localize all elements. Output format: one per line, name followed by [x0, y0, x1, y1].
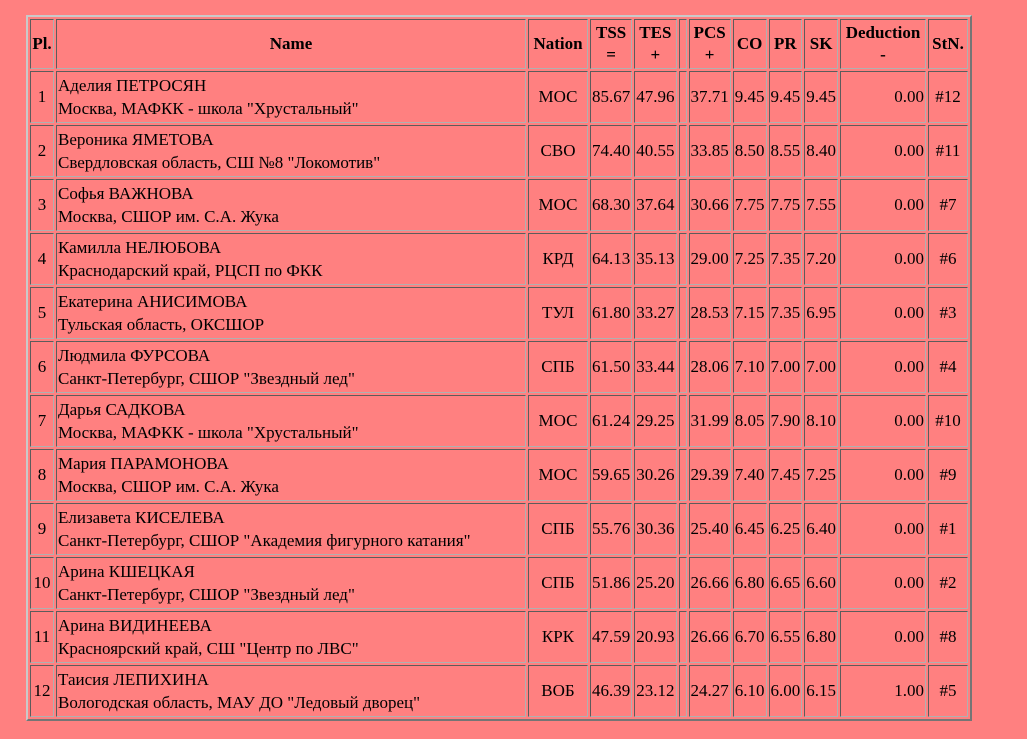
cell-pr: 7.35 [769, 287, 803, 339]
cell-sk: 6.40 [804, 503, 838, 555]
cell-pr: 6.65 [769, 557, 803, 609]
table-row [30, 125, 968, 177]
header-nation: Nation [528, 19, 588, 69]
cell-nation: СПБ [528, 341, 588, 393]
cell-co: 6.70 [733, 611, 767, 663]
cell-sk: 8.10 [804, 395, 838, 447]
header-start-number: StN. [928, 19, 968, 69]
cell-pcs: 25.40 [689, 503, 731, 555]
cell-tss: 68.30 [590, 179, 632, 231]
cell-tss: 46.39 [590, 665, 632, 717]
cell-separator [679, 179, 687, 231]
cell-separator [679, 125, 687, 177]
cell-name [56, 395, 526, 447]
skater-club: Тульская область, ОКСШОР [58, 315, 265, 334]
cell-separator [679, 449, 687, 501]
header-place: Pl. [30, 19, 54, 69]
cell-tes: 23.12 [634, 665, 676, 717]
table-row [30, 449, 968, 501]
cell-name [56, 179, 526, 231]
cell-tss: 64.13 [590, 233, 632, 285]
cell-name [56, 233, 526, 285]
cell-deduction: 0.00 [840, 395, 926, 447]
cell-deduction: 0.00 [840, 71, 926, 123]
cell-co: 7.75 [733, 179, 767, 231]
cell-co: 8.05 [733, 395, 767, 447]
cell-nation: СПБ [528, 557, 588, 609]
cell-sk: 6.95 [804, 287, 838, 339]
cell-separator [679, 341, 687, 393]
cell-tes: 47.96 [634, 71, 676, 123]
cell-co: 6.10 [733, 665, 767, 717]
cell-pcs: 29.00 [689, 233, 731, 285]
cell-pr: 6.55 [769, 611, 803, 663]
table-row [30, 557, 968, 609]
cell-pr: 7.90 [769, 395, 803, 447]
cell-co: 7.40 [733, 449, 767, 501]
cell-place: 7 [30, 395, 54, 447]
skater-name: Камилла НЕЛЮБОВА [58, 238, 222, 257]
skater-club: Вологодская область, МАУ ДО "Ледовый дворец" [58, 693, 421, 712]
cell-start-number: #10 [928, 395, 968, 447]
cell-deduction: 0.00 [840, 287, 926, 339]
cell-nation: МОС [528, 449, 588, 501]
table-row [30, 611, 968, 663]
skater-name: Вероника ЯМЕТОВА [58, 130, 214, 149]
cell-tss: 47.59 [590, 611, 632, 663]
cell-separator [679, 557, 687, 609]
cell-tes: 30.26 [634, 449, 676, 501]
cell-pr: 7.00 [769, 341, 803, 393]
cell-tss: 74.40 [590, 125, 632, 177]
skater-club: Москва, СШОР им. С.А. Жука [58, 207, 279, 226]
cell-pcs: 31.99 [689, 395, 731, 447]
cell-co: 6.80 [733, 557, 767, 609]
cell-tes: 37.64 [634, 179, 676, 231]
skater-club: Краснодарский край, РЦСП по ФКК [58, 261, 323, 280]
cell-tss: 51.86 [590, 557, 632, 609]
skater-name: Екатерина АНИСИМОВА [58, 292, 248, 311]
cell-separator [679, 233, 687, 285]
header-tss [590, 19, 632, 69]
cell-pcs: 28.06 [689, 341, 731, 393]
cell-place: 9 [30, 503, 54, 555]
cell-name [56, 557, 526, 609]
skater-name: Дарья САДКОВА [58, 400, 186, 419]
cell-co: 6.45 [733, 503, 767, 555]
header-tes-label: TES [639, 23, 672, 42]
cell-co: 7.25 [733, 233, 767, 285]
table-row [30, 503, 968, 555]
header-pcs [689, 19, 731, 69]
table-row [30, 341, 968, 393]
cell-nation: МОС [528, 71, 588, 123]
cell-nation: КРД [528, 233, 588, 285]
cell-name [56, 665, 526, 717]
table-row [30, 287, 968, 339]
skater-club: Москва, МАФКК - школа "Хрустальный" [58, 99, 359, 118]
cell-deduction: 0.00 [840, 233, 926, 285]
table-row [30, 395, 968, 447]
cell-tss: 55.76 [590, 503, 632, 555]
cell-pcs: 30.66 [689, 179, 731, 231]
skater-club: Санкт-Петербург, СШОР "Звездный лед" [58, 369, 355, 388]
cell-deduction: 0.00 [840, 341, 926, 393]
cell-pcs: 28.53 [689, 287, 731, 339]
cell-place: 8 [30, 449, 54, 501]
table-row [30, 665, 968, 717]
cell-sk: 6.80 [804, 611, 838, 663]
cell-place: 2 [30, 125, 54, 177]
cell-tss: 61.24 [590, 395, 632, 447]
header-tss-label: TSS [596, 23, 627, 42]
cell-tes: 30.36 [634, 503, 676, 555]
cell-tss: 85.67 [590, 71, 632, 123]
skater-club: Москва, СШОР им. С.А. Жука [58, 477, 279, 496]
cell-place: 4 [30, 233, 54, 285]
cell-nation: МОС [528, 395, 588, 447]
cell-name [56, 341, 526, 393]
cell-nation: КРК [528, 611, 588, 663]
skater-name: Таисия ЛЕПИХИНА [58, 670, 209, 689]
header-pr: PR [769, 19, 803, 69]
results-table [26, 15, 972, 721]
skater-name: Арина КШЕЦКАЯ [58, 562, 195, 581]
cell-pr: 8.55 [769, 125, 803, 177]
cell-pcs: 33.85 [689, 125, 731, 177]
cell-start-number: #3 [928, 287, 968, 339]
cell-name [56, 125, 526, 177]
cell-sk: 6.60 [804, 557, 838, 609]
cell-start-number: #8 [928, 611, 968, 663]
cell-name [56, 503, 526, 555]
cell-name [56, 611, 526, 663]
cell-pr: 6.25 [769, 503, 803, 555]
table-row [30, 179, 968, 231]
skater-club: Санкт-Петербург, СШОР "Звездный лед" [58, 585, 355, 604]
cell-nation: МОС [528, 179, 588, 231]
cell-place: 11 [30, 611, 54, 663]
skater-club: Свердловская область, СШ №8 "Локомотив" [58, 153, 381, 172]
cell-name [56, 287, 526, 339]
cell-start-number: #1 [928, 503, 968, 555]
skater-name: Мария ПАРАМОНОВА [58, 454, 229, 473]
cell-tss: 61.50 [590, 341, 632, 393]
header-pcs-label: PCS [693, 23, 726, 42]
cell-start-number: #5 [928, 665, 968, 717]
skater-club: Красноярский край, СШ "Центр по ЛВС" [58, 639, 359, 658]
skater-name: Аделия ПЕТРОСЯН [58, 76, 207, 95]
header-tes [634, 19, 676, 69]
cell-nation: ТУЛ [528, 287, 588, 339]
cell-separator [679, 395, 687, 447]
cell-deduction: 0.00 [840, 449, 926, 501]
skater-name: Людмила ФУРСОВА [58, 346, 211, 365]
header-name: Name [56, 19, 526, 69]
cell-pcs: 26.66 [689, 611, 731, 663]
cell-separator [679, 503, 687, 555]
cell-pcs: 29.39 [689, 449, 731, 501]
cell-tes: 33.27 [634, 287, 676, 339]
header-co: CO [733, 19, 767, 69]
cell-tes: 20.93 [634, 611, 676, 663]
cell-tes: 25.20 [634, 557, 676, 609]
cell-separator [679, 611, 687, 663]
cell-deduction: 1.00 [840, 665, 926, 717]
skater-name: Софья ВАЖНОВА [58, 184, 194, 203]
cell-separator [679, 287, 687, 339]
header-separator [679, 19, 687, 69]
cell-sk: 7.25 [804, 449, 838, 501]
cell-deduction: 0.00 [840, 503, 926, 555]
skater-club: Санкт-Петербург, СШОР "Академия фигурного катания" [58, 531, 471, 550]
header-sk: SK [804, 19, 838, 69]
header-deduction [840, 19, 926, 69]
cell-tes: 33.44 [634, 341, 676, 393]
cell-start-number: #7 [928, 179, 968, 231]
cell-pcs: 26.66 [689, 557, 731, 609]
cell-tes: 40.55 [634, 125, 676, 177]
cell-tss: 61.80 [590, 287, 632, 339]
cell-deduction: 0.00 [840, 179, 926, 231]
cell-sk: 9.45 [804, 71, 838, 123]
header-tes-op: + [650, 45, 661, 64]
cell-place: 12 [30, 665, 54, 717]
cell-pr: 6.00 [769, 665, 803, 717]
cell-sk: 7.55 [804, 179, 838, 231]
cell-deduction: 0.00 [840, 557, 926, 609]
cell-place: 5 [30, 287, 54, 339]
cell-tes: 29.25 [634, 395, 676, 447]
cell-start-number: #6 [928, 233, 968, 285]
cell-tss: 59.65 [590, 449, 632, 501]
cell-start-number: #2 [928, 557, 968, 609]
cell-co: 9.45 [733, 71, 767, 123]
cell-sk: 8.40 [804, 125, 838, 177]
cell-sk: 7.00 [804, 341, 838, 393]
cell-pr: 7.75 [769, 179, 803, 231]
cell-place: 6 [30, 341, 54, 393]
cell-place: 10 [30, 557, 54, 609]
cell-start-number: #11 [928, 125, 968, 177]
cell-name [56, 71, 526, 123]
skater-name: Арина ВИДИНЕЕВА [58, 616, 212, 635]
cell-sk: 6.15 [804, 665, 838, 717]
cell-place: 1 [30, 71, 54, 123]
cell-separator [679, 71, 687, 123]
cell-nation: СПБ [528, 503, 588, 555]
cell-separator [679, 665, 687, 717]
cell-start-number: #9 [928, 449, 968, 501]
skater-name: Елизавета КИСЕЛЕВА [58, 508, 225, 527]
cell-tes: 35.13 [634, 233, 676, 285]
cell-sk: 7.20 [804, 233, 838, 285]
cell-name [56, 449, 526, 501]
cell-co: 7.15 [733, 287, 767, 339]
table-row [30, 71, 968, 123]
cell-pr: 7.45 [769, 449, 803, 501]
cell-pr: 7.35 [769, 233, 803, 285]
cell-pcs: 37.71 [689, 71, 731, 123]
skater-club: Москва, МАФКК - школа "Хрустальный" [58, 423, 359, 442]
cell-deduction: 0.00 [840, 125, 926, 177]
cell-pcs: 24.27 [689, 665, 731, 717]
cell-co: 8.50 [733, 125, 767, 177]
cell-pr: 9.45 [769, 71, 803, 123]
header-deduction-label: Deduction [845, 23, 921, 42]
cell-start-number: #4 [928, 341, 968, 393]
header-tss-op: = [606, 45, 616, 64]
cell-place: 3 [30, 179, 54, 231]
cell-deduction: 0.00 [840, 611, 926, 663]
cell-nation: СВО [528, 125, 588, 177]
cell-start-number: #12 [928, 71, 968, 123]
header-pcs-op: + [704, 45, 715, 64]
header-deduction-op: - [880, 45, 886, 64]
table-row [30, 233, 968, 285]
header-row [30, 19, 968, 69]
cell-nation: ВОБ [528, 665, 588, 717]
cell-co: 7.10 [733, 341, 767, 393]
